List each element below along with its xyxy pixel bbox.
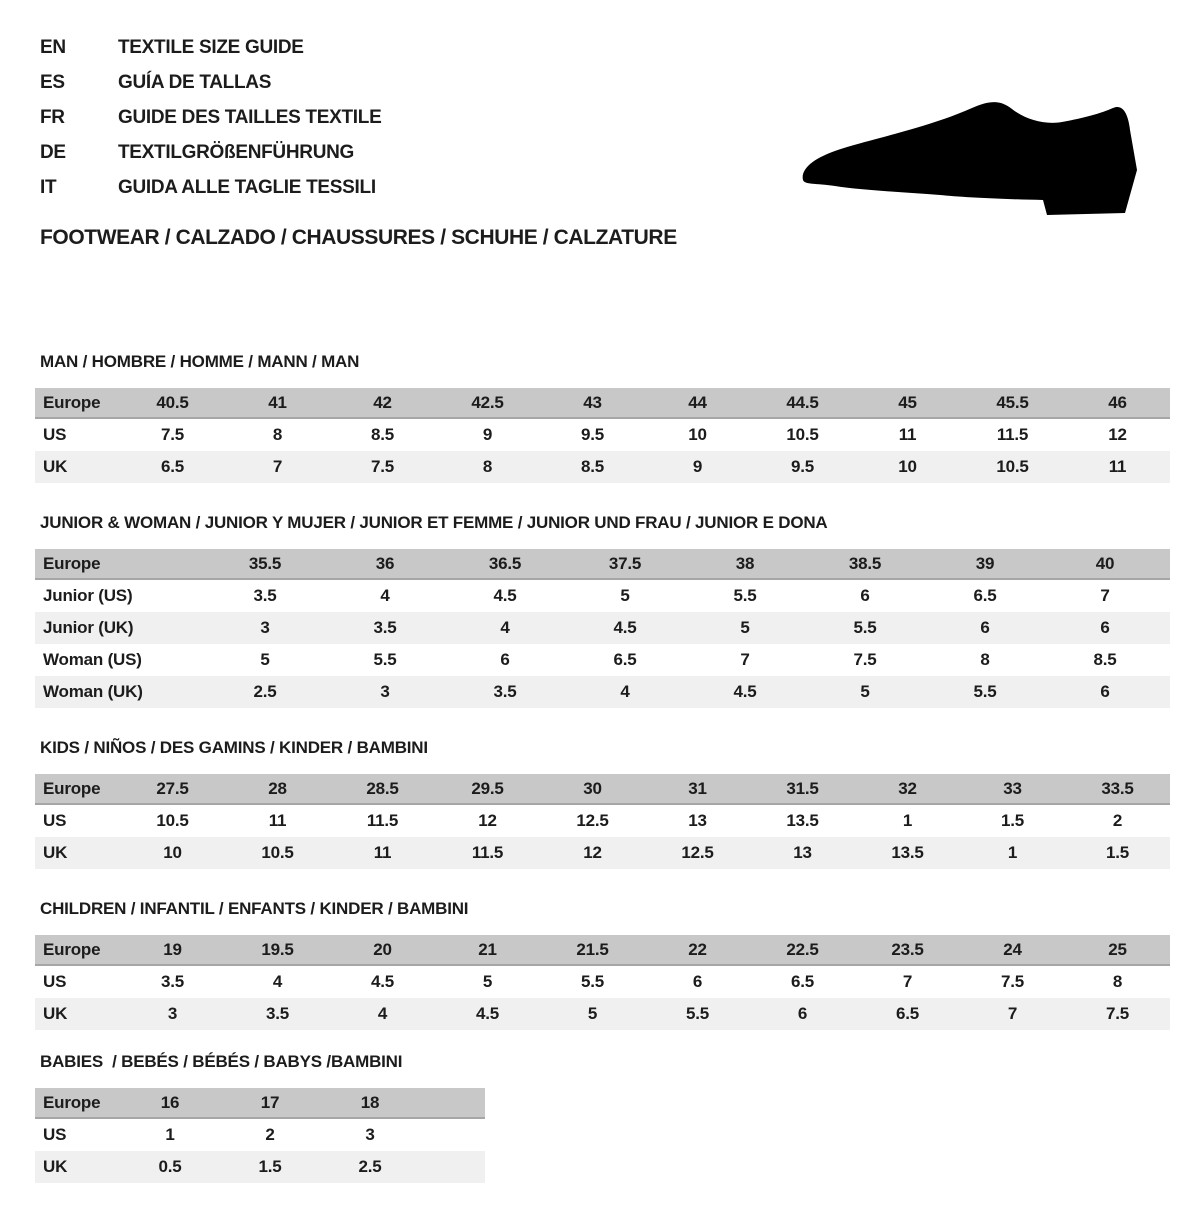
table-header-row [35, 935, 1170, 966]
size-cell: 19.5 [261, 939, 294, 959]
size-cell: 1 [1007, 843, 1018, 862]
size-cell: 4.5 [733, 682, 757, 701]
size-cell: 7.5 [160, 425, 185, 444]
row-label: Woman (UK) [43, 682, 143, 701]
language-code: EN [40, 37, 66, 58]
size-cell: 24 [1003, 939, 1022, 959]
language-title: TEXTILE SIZE GUIDE [118, 37, 304, 58]
size-cell: 23.5 [891, 939, 924, 959]
size-table [35, 549, 1170, 708]
size-cell: 6 [1100, 618, 1110, 637]
row-label: UK [43, 1004, 68, 1023]
size-cell: 6.5 [790, 972, 815, 991]
section-title: JUNIOR & WOMAN / JUNIOR Y MUJER / JUNIOR ET FEMME / JUNIOR UND FRAU / JUNIOR E DONA [40, 513, 828, 532]
size-cell: 4.5 [370, 972, 395, 991]
row-label: Europe [43, 392, 101, 412]
size-cell: 37.5 [608, 553, 642, 573]
size-cell: 12 [583, 843, 602, 862]
size-cell: 7.5 [853, 650, 877, 669]
size-cell: 35.5 [248, 553, 282, 573]
row-label: US [43, 425, 67, 444]
size-table [35, 1088, 485, 1183]
size-cell: 17 [260, 1092, 280, 1112]
row-label: UK [43, 1157, 68, 1176]
size-cell: 9 [692, 457, 703, 476]
size-table [35, 935, 1170, 1030]
size-cell: 3.5 [373, 618, 397, 637]
size-cell: 7 [902, 972, 913, 991]
size-cell: 31.5 [786, 778, 819, 798]
size-cell: 1 [902, 811, 913, 830]
size-cell: 6 [1100, 682, 1110, 701]
size-cell: 5 [860, 682, 870, 701]
size-cell: 5.5 [373, 650, 397, 669]
size-section [35, 1052, 1200, 1183]
size-cell: 7.5 [1105, 1004, 1130, 1023]
size-table-sections [35, 352, 1200, 1183]
table-row [35, 1151, 485, 1183]
language-code: DE [40, 142, 66, 163]
size-cell: 43 [583, 392, 602, 412]
row-label: Junior (UK) [43, 618, 134, 637]
size-cell: 4.5 [613, 618, 637, 637]
size-cell: 3 [365, 1125, 375, 1144]
size-cell: 11 [373, 843, 392, 862]
size-cell: 6 [500, 650, 510, 669]
size-cell: 6.5 [160, 457, 185, 476]
size-cell: 44 [688, 392, 707, 412]
table-row [35, 837, 1170, 869]
size-cell: 11.5 [471, 843, 504, 862]
size-cell: 13.5 [786, 811, 819, 830]
size-cell: 8.5 [370, 425, 395, 444]
size-cell: 6 [692, 972, 703, 991]
size-cell: 11.5 [366, 811, 399, 830]
row-label: Europe [43, 553, 101, 573]
section-title: MAN / HOMBRE / HOMME / MANN / MAN [40, 352, 360, 371]
table-row [35, 419, 1170, 451]
size-cell: 10 [898, 457, 917, 476]
size-cell: 7 [1100, 586, 1110, 605]
size-cell: 11 [1108, 457, 1127, 476]
size-cell: 36.5 [488, 553, 522, 573]
size-cell: 3.5 [160, 972, 185, 991]
size-cell: 2.5 [253, 682, 277, 701]
table-header-row [35, 549, 1170, 580]
language-code: FR [40, 107, 65, 128]
size-cell: 39 [975, 553, 995, 573]
language-row [40, 30, 1200, 65]
size-cell: 40.5 [156, 392, 189, 412]
size-cell: 10.5 [996, 457, 1029, 476]
row-label: US [43, 972, 67, 991]
size-cell: 32 [898, 778, 917, 798]
size-cell: 13.5 [891, 843, 924, 862]
size-cell: 10.5 [261, 843, 294, 862]
size-cell: 3.5 [253, 586, 277, 605]
row-label: US [43, 1125, 67, 1144]
language-title: GUIDE DES TAILLES TEXTILE [118, 107, 382, 128]
size-cell: 6.5 [973, 586, 997, 605]
size-cell: 19 [163, 939, 182, 959]
size-cell: 45 [898, 392, 917, 412]
size-cell: 33.5 [1101, 778, 1134, 798]
row-label: US [43, 811, 67, 830]
size-cell: 11 [268, 811, 287, 830]
size-cell: 10.5 [786, 425, 819, 444]
size-cell: 7 [740, 650, 750, 669]
size-cell: 8.5 [1093, 650, 1117, 669]
size-cell: 12.5 [576, 811, 609, 830]
size-cell: 42.5 [471, 392, 504, 412]
size-cell: 6 [860, 586, 870, 605]
row-label: Europe [43, 939, 101, 959]
size-cell: 8.5 [580, 457, 605, 476]
size-section [35, 352, 1200, 483]
size-cell: 22 [688, 939, 707, 959]
section-title: BABIES / BEBÉS / BÉBÉS / BABYS /BAMBINI [40, 1052, 403, 1071]
size-cell: 3 [260, 618, 270, 637]
language-title: GUÍA DE TALLAS [118, 72, 272, 93]
size-cell: 2.5 [358, 1157, 382, 1176]
size-cell: 11 [898, 425, 917, 444]
size-cell: 42 [373, 392, 392, 412]
size-cell: 2 [1112, 811, 1123, 830]
size-cell: 5.5 [580, 972, 605, 991]
size-cell: 1 [165, 1125, 175, 1144]
size-cell: 28 [268, 778, 287, 798]
size-cell: 3 [167, 1004, 178, 1023]
size-cell: 12 [478, 811, 497, 830]
size-cell: 8 [1112, 972, 1123, 991]
size-cell: 7.5 [1000, 972, 1025, 991]
size-cell: 4.5 [475, 1004, 500, 1023]
size-cell: 10 [688, 425, 707, 444]
size-cell: 3 [380, 682, 390, 701]
language-title: TEXTILGRÖßENFÜHRUNG [118, 142, 355, 163]
size-cell: 40 [1095, 553, 1115, 573]
size-cell: 8 [980, 650, 990, 669]
size-cell: 45.5 [996, 392, 1029, 412]
size-cell: 7 [1007, 1004, 1018, 1023]
row-label: UK [43, 843, 68, 862]
table-header-row [35, 388, 1170, 419]
row-label: Woman (US) [43, 650, 142, 669]
size-cell: 9 [482, 425, 493, 444]
table-row [35, 1119, 485, 1151]
size-cell: 12 [1108, 425, 1127, 444]
size-cell: 29.5 [471, 778, 504, 798]
size-guide-page [0, 30, 1200, 1230]
size-section [35, 738, 1200, 869]
size-cell: 10 [163, 843, 182, 862]
size-cell: 6.5 [613, 650, 637, 669]
size-cell: 9.5 [580, 425, 605, 444]
size-cell: 27.5 [156, 778, 189, 798]
table-row [35, 644, 1170, 676]
size-cell: 4 [380, 586, 390, 605]
language-title: GUIDA ALLE TAGLIE TESSILI [118, 177, 376, 198]
size-cell: 3.5 [493, 682, 517, 701]
table-row [35, 966, 1170, 998]
table-header-row [35, 1088, 485, 1119]
size-cell: 1.5 [1105, 843, 1130, 862]
size-cell: 5 [587, 1004, 598, 1023]
category-line: FOOTWEAR / CALZADO / CHAUSSURES / SCHUHE / CALZATURE [40, 226, 677, 249]
size-cell: 5 [482, 972, 493, 991]
section-title: KIDS / NIÑOS / DES GAMINS / KINDER / BAMBINI [40, 738, 428, 757]
size-cell: 1.5 [1000, 811, 1025, 830]
size-table [35, 774, 1170, 869]
size-cell: 5.5 [853, 618, 877, 637]
table-row [35, 805, 1170, 837]
table-header-row [35, 774, 1170, 805]
table-row [35, 676, 1170, 708]
size-cell: 5 [260, 650, 270, 669]
size-cell: 44.5 [786, 392, 819, 412]
size-cell: 38 [735, 553, 755, 573]
size-cell: 13 [688, 811, 707, 830]
row-label: Europe [43, 778, 101, 798]
size-cell: 4 [620, 682, 630, 701]
size-cell: 30 [583, 778, 602, 798]
size-cell: 21 [478, 939, 497, 959]
size-cell: 10.5 [156, 811, 189, 830]
size-cell: 5 [620, 586, 630, 605]
size-cell: 22.5 [786, 939, 819, 959]
table-row [35, 580, 1170, 612]
size-section [35, 513, 1200, 708]
size-cell: 21.5 [576, 939, 609, 959]
row-label: Junior (US) [43, 586, 133, 605]
size-cell: 8 [482, 457, 493, 476]
size-cell: 25 [1108, 939, 1127, 959]
size-cell: 31 [688, 778, 707, 798]
table-row [35, 998, 1170, 1030]
size-cell: 11.5 [996, 425, 1029, 444]
size-cell: 5.5 [973, 682, 997, 701]
size-cell: 1.5 [258, 1157, 282, 1176]
size-cell: 5 [740, 618, 750, 637]
size-cell: 7 [272, 457, 283, 476]
size-cell: 20 [373, 939, 392, 959]
size-cell: 13 [793, 843, 812, 862]
size-cell: 46 [1108, 392, 1127, 412]
size-cell: 6 [980, 618, 990, 637]
size-cell: 38.5 [848, 553, 882, 573]
size-cell: 6 [797, 1004, 808, 1023]
dress-shoe-icon [800, 92, 1140, 222]
size-cell: 4 [272, 972, 283, 991]
table-row [35, 451, 1170, 483]
section-title: CHILDREN / INFANTIL / ENFANTS / KINDER / BAMBINI [40, 899, 469, 918]
row-label: Europe [43, 1092, 101, 1112]
size-cell: 16 [160, 1092, 180, 1112]
language-code: IT [40, 177, 57, 198]
size-cell: 12.5 [681, 843, 714, 862]
size-cell: 8 [272, 425, 283, 444]
size-cell: 41 [268, 392, 287, 412]
size-section [35, 899, 1200, 1030]
size-cell: 36 [375, 553, 395, 573]
size-cell: 6.5 [895, 1004, 920, 1023]
language-code: ES [40, 72, 65, 93]
table-row [35, 612, 1170, 644]
size-cell: 5.5 [685, 1004, 710, 1023]
size-cell: 18 [360, 1092, 380, 1112]
row-label: UK [43, 457, 68, 476]
size-table [35, 388, 1170, 483]
size-cell: 5.5 [733, 586, 757, 605]
size-cell: 9.5 [790, 457, 815, 476]
size-cell: 3.5 [265, 1004, 290, 1023]
size-cell: 2 [265, 1125, 275, 1144]
size-cell: 4 [377, 1004, 388, 1023]
size-cell: 33 [1003, 778, 1022, 798]
size-cell: 28.5 [366, 778, 399, 798]
size-cell: 7.5 [370, 457, 395, 476]
size-cell: 4 [500, 618, 510, 637]
size-cell: 4.5 [493, 586, 517, 605]
size-cell: 0.5 [158, 1157, 182, 1176]
